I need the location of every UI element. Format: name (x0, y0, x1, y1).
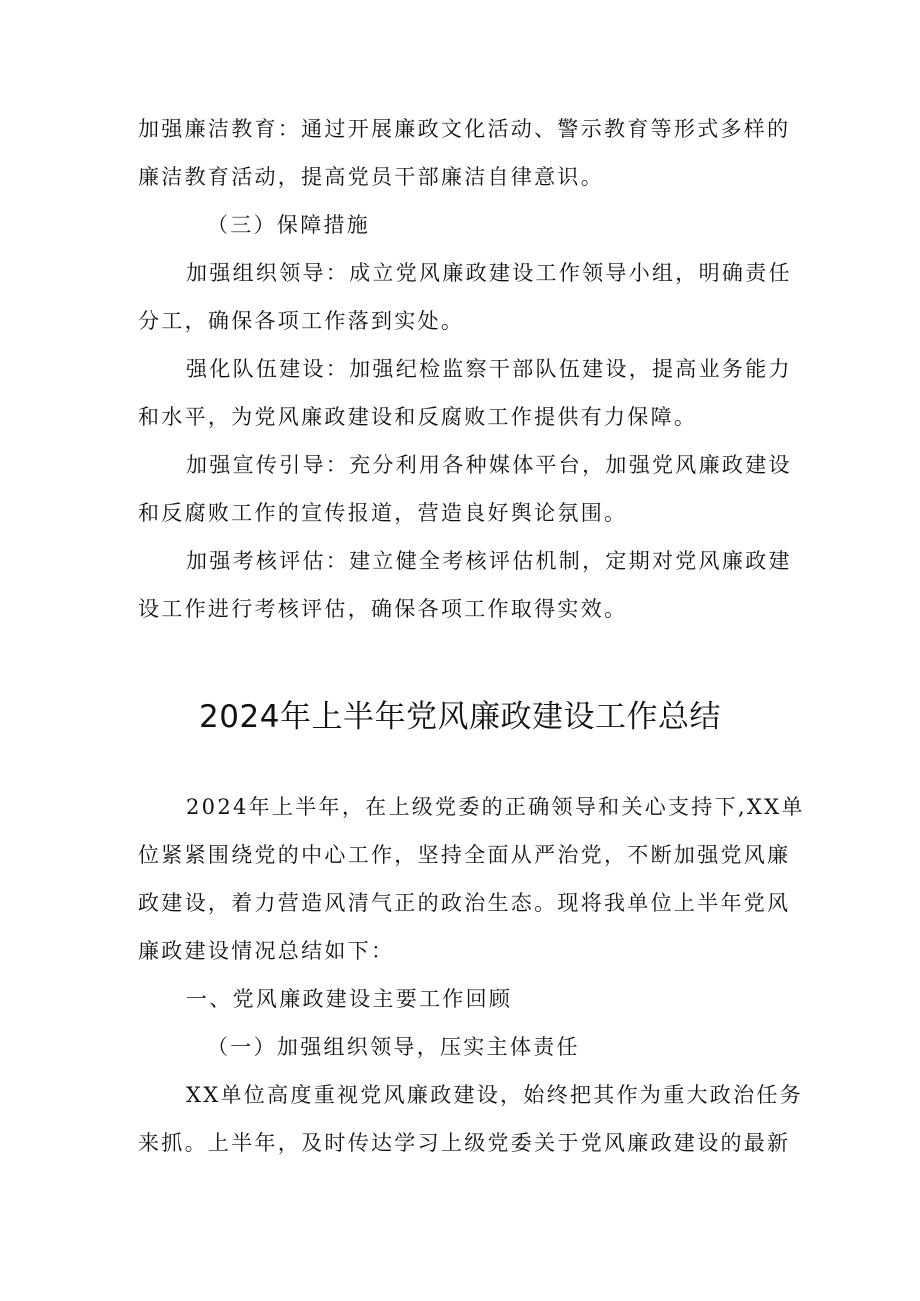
paragraph-line: 来抓。上半年，及时传达学习上级党委关于党风廉政建设的最新 (138, 1131, 791, 1155)
paragraph-line: 2024年上半年，在上级党委的正确领导和关心支持下,XX单 (186, 795, 805, 819)
paragraph-line: 加强宣传引导：充分利用各种媒体平台，加强党风廉政建设 (186, 453, 792, 477)
paragraph-line: 分工，确保各项工作落到实处。 (138, 309, 465, 333)
subsection-heading: （一）加强组织领导，压实主体责任 (207, 1035, 580, 1059)
paragraph-line: 廉政建设情况总结如下： (138, 939, 395, 963)
section-heading: （三）保障措施 (207, 213, 371, 237)
paragraph-line: 位紧紧围绕党的中心工作，坚持全面从严治党，不断加强党风廉 (138, 843, 791, 867)
paragraph-line: XX单位高度重视党风廉政建设，始终把其作为重大政治任务 (186, 1083, 803, 1107)
paragraph-line: 加强廉洁教育：通过开展廉政文化活动、警示教育等形式多样的 (138, 117, 791, 141)
document-title: 2024年上半年党风廉政建设工作总结 (199, 699, 721, 735)
paragraph-line: 政建设，着力营造风清气正的政治生态。现将我单位上半年党风 (138, 891, 791, 915)
paragraph-line: 和反腐败工作的宣传报道，营造良好舆论氛围。 (138, 501, 628, 525)
paragraph-line: 和水平，为党风廉政建设和反腐败工作提供有力保障。 (138, 405, 698, 429)
paragraph-line: 加强考核评估：建立健全考核评估机制，定期对党风廉政建 (186, 549, 792, 573)
section-heading: 一、党风廉政建设主要工作回顾 (186, 987, 513, 1011)
paragraph-line: 设工作进行考核评估，确保各项工作取得实效。 (138, 597, 628, 621)
paragraph-line: 廉洁教育活动，提高党员干部廉洁自律意识。 (138, 165, 604, 189)
paragraph-line: 强化队伍建设：加强纪检监察干部队伍建设，提高业务能力 (186, 357, 792, 381)
paragraph-line: 加强组织领导：成立党风廉政建设工作领导小组，明确责任 (186, 261, 792, 285)
